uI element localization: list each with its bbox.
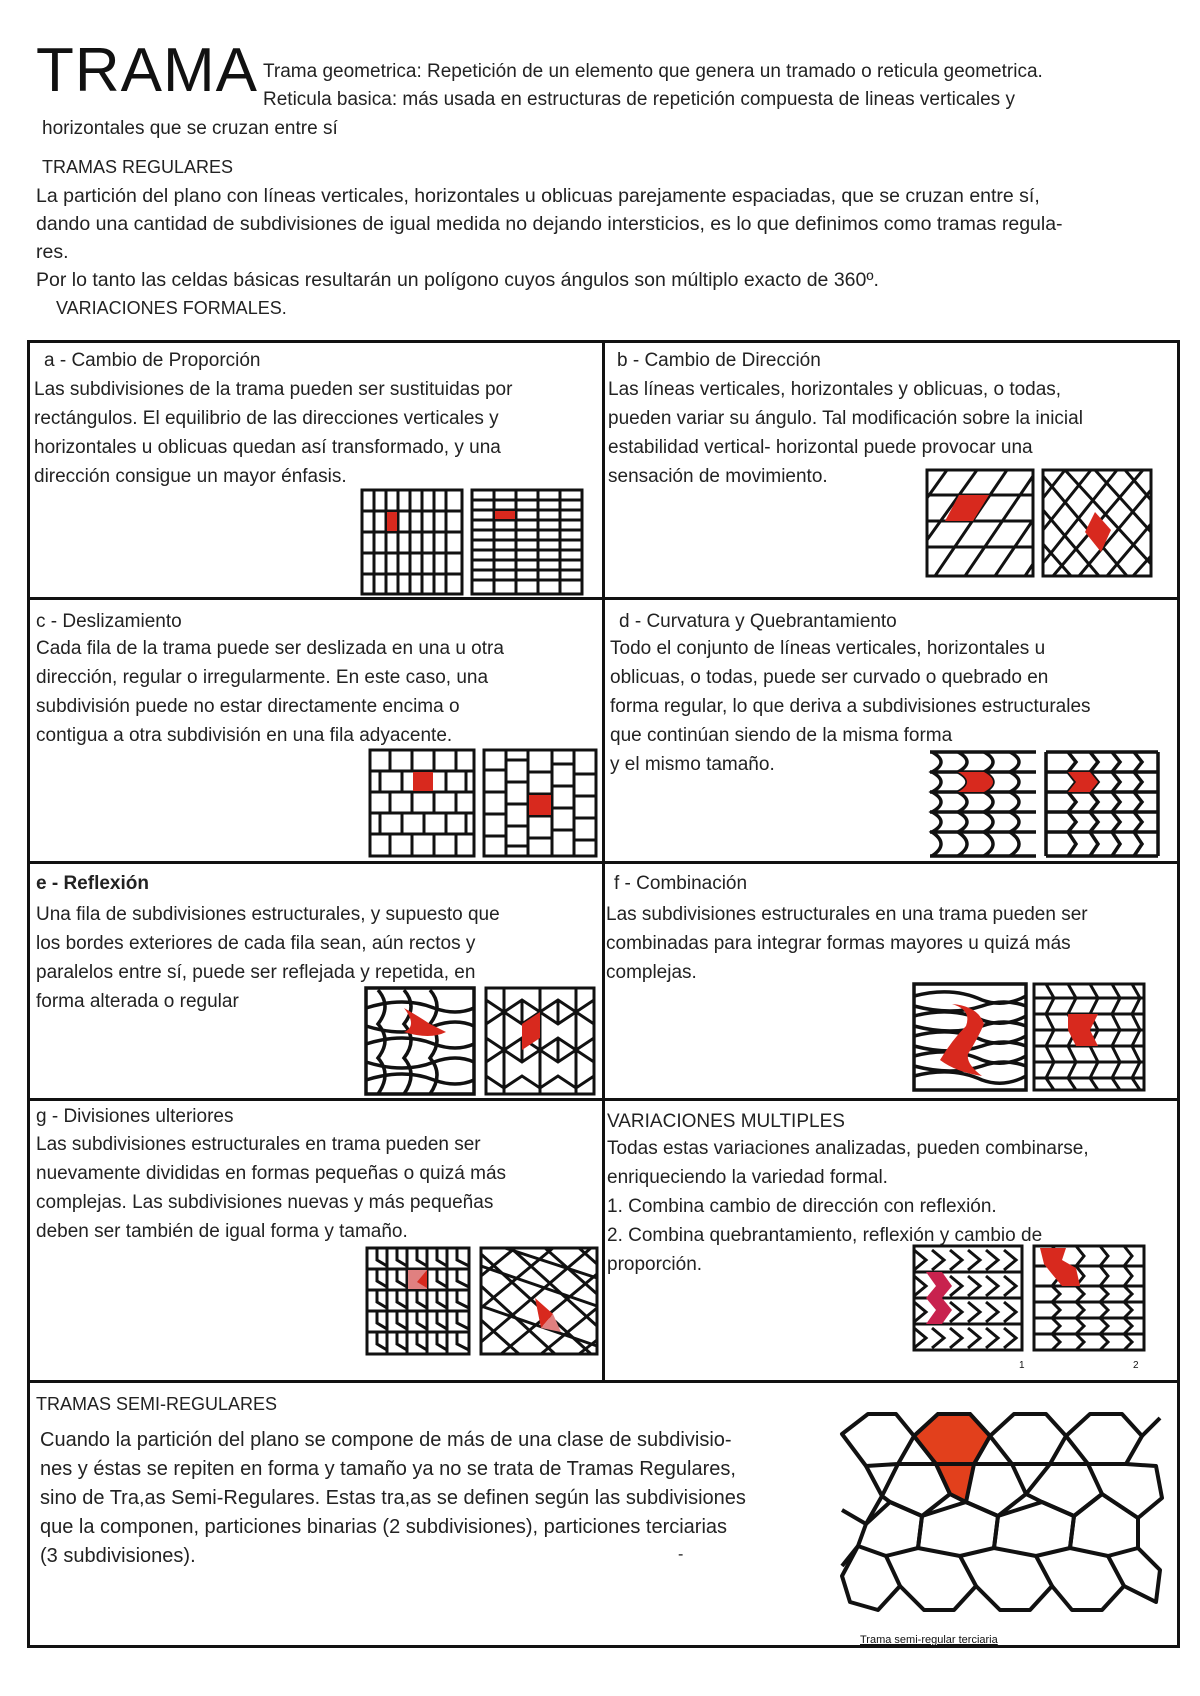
cell-c-title: c - Deslizamiento	[36, 611, 182, 632]
regulares-line-2: dando una cantidad de subdivisiones de igual medida no dejando intersticios, es lo que definimos como tramas regula-	[36, 213, 1063, 235]
sliding-grid-figure	[368, 748, 600, 860]
figure-label-1: 1	[1019, 1360, 1025, 1371]
cell-c-text: Cada fila de la trama puede ser deslizada en una u otra dirección, regular o irregularmente. En este caso, una subdivisión puede no estar directamente encima o contigua a otra subdivisión en una fila adyacente.	[36, 638, 504, 746]
cell-e-text: Una fila de subdivisiones estructurales, y supuesto que los bordes exteriores de cada fila sean, aún rectos y paralelos entre sí, puede ser reflejada y repetida, en forma alterada o regular	[36, 904, 500, 1012]
combination-grid-figure	[912, 982, 1148, 1094]
regulares-line-4: Por lo tanto las celdas básicas resultarán un polígono cuyos ángulos son múltiplo exacto de 360º.	[36, 269, 879, 291]
reflection-grid-figure	[364, 986, 598, 1098]
regulares-heading: TRAMAS REGULARES	[42, 157, 234, 177]
figure-label-2: 2	[1133, 1360, 1139, 1371]
proportion-grid-figure	[360, 488, 585, 598]
subdivision-grid-figure	[365, 1246, 601, 1358]
cell-m-text: Todas estas variaciones analizadas, pueden combinarse, enriqueciendo la variedad formal. 1. Combina cambio de dirección con reflexión. 2. Combina quebrantamiento, reflexión y cambio de proporción.	[607, 1138, 1089, 1275]
semi-heading: TRAMAS SEMI-REGULARES	[36, 1394, 278, 1414]
cell-g-title: g - Divisiones ulteriores	[36, 1106, 234, 1127]
variaciones-heading: VARIACIONES FORMALES.	[56, 298, 287, 318]
multiple-variation-figure	[912, 1244, 1148, 1358]
regulares-line-3: res.	[36, 241, 69, 263]
cell-a-title: a - Cambio de Proporción	[44, 350, 261, 371]
direction-grid-figure	[925, 468, 1155, 580]
cell-b-title: b - Cambio de Dirección	[617, 350, 821, 371]
cell-e-title: e - Reflexión	[36, 873, 149, 894]
stray-dash: -	[678, 1546, 684, 1563]
tiling-caption: Trama semi-regular terciaria	[860, 1634, 998, 1646]
cell-b-text: Las líneas verticales, horizontales y oblicuas, o todas, pueden variar su ángulo. Tal modificación sobre la inicial estabilidad vertical- horizontal puede provocar una sensación de movimiento.	[608, 379, 1083, 487]
cell-f-title: f - Combinación	[614, 873, 748, 894]
regulares-line-1: La partición del plano con líneas verticales, horizontales u oblicuas parejamente espaciadas, que se cruzan entre sí,	[36, 185, 1040, 207]
intro-line-2: Reticula basica: más usada en estructuras de repetición compuesta de lineas verticales y	[263, 89, 1015, 110]
cell-a-text: Las subdivisiones de la trama pueden ser sustituidas por rectángulos. El equilibrio de las direcciones verticales y horizontales u oblicuas quedan así transformado, y una dirección consigue un mayor énfasis.	[34, 379, 513, 487]
cell-g-text: Las subdivisiones estructurales en trama pueden ser nuevamente divididas en formas pequeñas o quizá más complejas. Las subdivisiones nuevas y más pequeñas deben ser también de igual forma y tamaño.	[36, 1134, 507, 1242]
cell-d-title: d - Curvatura y Quebrantamiento	[619, 611, 897, 632]
semi-regular-tiling-figure	[838, 1406, 1168, 1628]
cell-d-text: Todo el conjunto de líneas verticales, horizontales u oblicuas, o todas, puede ser curvado o quebrado en forma regular, lo que deriva a subdivisiones estructurales que continúan siendo de la misma forma y el mismo tamaño.	[610, 638, 1091, 775]
intro-line-3: horizontales que se cruzan entre sí	[42, 118, 338, 139]
curvature-grid-figure	[928, 748, 1164, 862]
page-title: TRAMA	[36, 36, 258, 105]
cell-m-title: VARIACIONES MULTIPLES	[607, 1111, 845, 1132]
intro-line-1: Trama geometrica: Repetición de un elemento que genera un tramado o reticula geometrica.	[263, 61, 1043, 82]
cell-f-text: Las subdivisiones estructurales en una trama pueden ser combinadas para integrar formas mayores u quizá más complejas.	[606, 904, 1088, 983]
semi-text: Cuando la partición del plano se compone de más de una clase de subdivisio- nes y éstas se repiten en forma y tamaño ya no se trata de Tramas Regulares, sino de Tra,as Semi-Regulares. Estas tra,as se definen según las subdivisiones que la componen, particiones binarias (2 subdivisiones), particiones terciarias (3 subdivisiones).	[40, 1429, 746, 1567]
